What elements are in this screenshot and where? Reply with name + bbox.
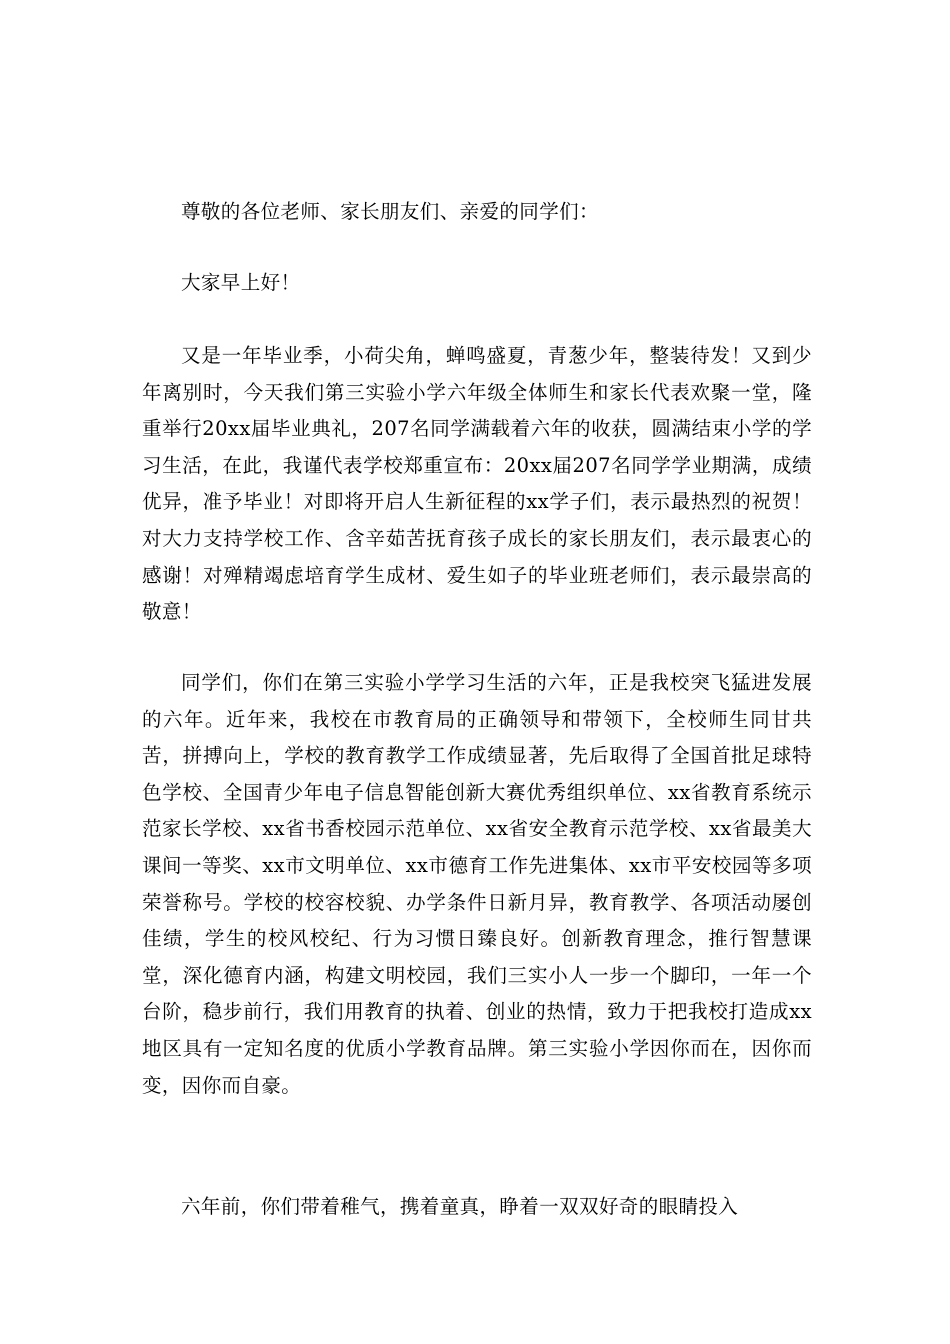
greeting: 大家早上好！ [181,271,301,294]
paragraph-graduation-announcement: 又是一年毕业季，小荷尖角，蝉鸣盛夏，青葱少年，整装待发！又到少年离别时，今天我们第三实验小学六年级全体师生和家长代表欢聚一堂，隆重举行20xx届毕业典礼，207名同学满载着六年的收获，圆满结束小学的学习生活，在此，我谨代表学校郑重宣布：20xx届207名同学学业期满，成绩优异，准予毕业！对即将开启人生新征程的xx学子们，表示最热烈的祝贺！对大力支持学校工作、含辛茹苦抚育孩子成长的家长朋友们，表示最衷心的感谢！对殚精竭虑培育学生成材、爱生如子的毕业班老师们，表示最崇高的敬意！ [142,344,812,624]
salutation: 尊敬的各位老师、家长朋友们、亲爱的同学们： [181,200,599,223]
paragraph-six-years-ago: 六年前，你们带着稚气，携着童真，睁着一双双好奇的眼睛投入 [181,1195,739,1218]
paragraph-school-achievements: 同学们，你们在第三实验小学学习生活的六年，正是我校突飞猛进发展的六年。近年来，我校在市教育局的正确领导和带领下，全校师生同甘共苦，拼搏向上，学校的教育教学工作成绩显著，先后取得了全国首批足球特色学校、全国青少年电子信息智能创新大赛优秀组织单位、xx省教育系统示范家长学校、xx省书香校园示范单位、xx省安全教育示范学校、xx省最美大课间一等奖、xx市文明单位、xx市德育工作先进集体、xx市平安校园等多项荣誉称号。学校的校容校貌、办学条件日新月异，教育教学、各项活动屡创佳绩，学生的校风校纪、行为习惯日臻良好。创新教育理念，推行智慧课堂，深化德育内涵，构建文明校园，我们三实小人一步一个脚印，一年一个台阶，稳步前行，我们用教育的执着、创业的热情，致力于把我校打造成xx地区具有一定知名度的优质小学教育品牌。第三实验小学因你而在，因你而变，因你而自豪。 [142,671,812,1097]
